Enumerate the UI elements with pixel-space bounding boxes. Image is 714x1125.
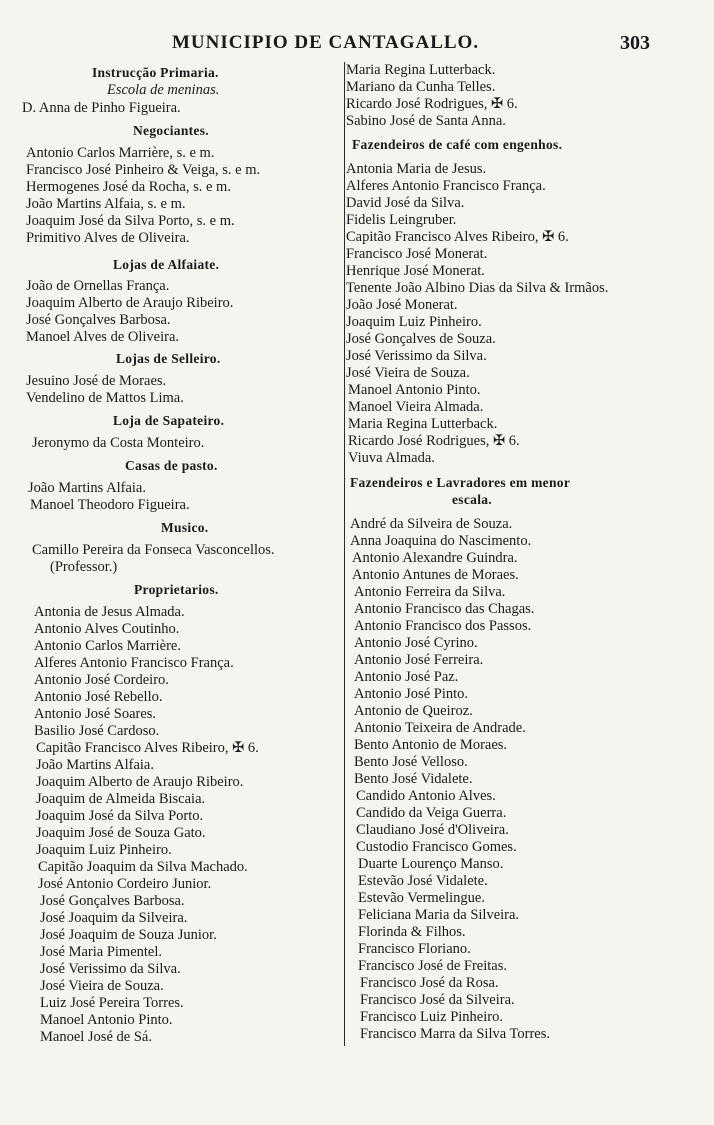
directory-entry: Camillo Pereira da Fonseca Vasconcellos. — [32, 542, 275, 558]
directory-entry: Capitão Joaquim da Silva Machado. — [38, 859, 248, 875]
directory-entry: André da Silveira de Souza. — [350, 516, 513, 532]
directory-entry: José Joaquim da Silveira. — [40, 910, 188, 926]
directory-entry: Antonio José Soares. — [34, 706, 157, 722]
directory-entry: Feliciana Maria da Silveira. — [358, 907, 520, 923]
directory-entry: João Martins Alfaia, s. e m. — [26, 196, 186, 212]
directory-entry: Antonio de Queiroz. — [354, 703, 473, 719]
directory-entry: Francisco José Pinheiro & Veiga, s. e m. — [26, 162, 261, 178]
directory-entry: Mariano da Cunha Telles. — [346, 79, 496, 95]
directory-entry: Duarte Lourenço Manso. — [358, 856, 504, 872]
directory-entry: Ricardo José Rodrigues, ✠ 6. — [348, 433, 520, 449]
section-heading: Negociantes. — [133, 123, 209, 138]
directory-entry: Bento José Velloso. — [354, 754, 468, 770]
directory-entry: João de Ornellas França. — [26, 278, 170, 294]
directory-entry: Basilio José Cardoso. — [34, 723, 160, 739]
directory-entry: Francisco Floriano. — [358, 941, 471, 957]
section-heading: Musico. — [161, 520, 209, 535]
directory-entry: José Joaquim de Souza Junior. — [40, 927, 217, 943]
directory-entry: Francisco José Monerat. — [346, 246, 488, 262]
page-header — [0, 32, 714, 60]
directory-entry: Estevão Vermelingue. — [358, 890, 485, 906]
directory-entry: José Vieira de Souza. — [40, 978, 164, 994]
directory-entry: Claudiano José d'Oliveira. — [356, 822, 509, 838]
directory-entry: Estevão José Vidalete. — [358, 873, 488, 889]
directory-entry: Bento José Vidalete. — [354, 771, 473, 787]
directory-entry: José Verissimo da Silva. — [40, 961, 181, 977]
section-heading: Instrucção Primaria. — [92, 65, 219, 80]
directory-entry: João Martins Alfaia. — [36, 757, 154, 773]
directory-entry: Joaquim Alberto de Araujo Ribeiro. — [26, 295, 234, 311]
directory-entry: Francisco José da Silveira. — [360, 992, 515, 1008]
directory-entry: Joaquim José da Silva Porto. — [36, 808, 204, 824]
directory-entry: José Gonçalves Barbosa. — [26, 312, 171, 328]
directory-entry: Antonio José Pinto. — [354, 686, 468, 702]
subsection-heading: Escola de meninas. — [107, 82, 220, 98]
directory-entry: Capitão Francisco Alves Ribeiro, ✠ 6. — [36, 740, 259, 756]
directory-entry: Candido Antonio Alves. — [356, 788, 496, 804]
directory-entry: José Maria Pimentel. — [40, 944, 163, 960]
directory-entry: Antonio Antunes de Moraes. — [352, 567, 519, 583]
directory-entry: Francisco José da Rosa. — [360, 975, 499, 991]
directory-entry: Custodio Francisco Gomes. — [356, 839, 517, 855]
directory-entry: Maria Regina Lutterback. — [348, 416, 498, 432]
directory-entry: Joaquim Luiz Pinheiro. — [346, 314, 482, 330]
directory-entry: Joaquim José de Souza Gato. — [36, 825, 206, 841]
directory-entry: José Gonçalves Barbosa. — [40, 893, 185, 909]
directory-entry: João Martins Alfaia. — [28, 480, 146, 496]
directory-entry: Joaquim José da Silva Porto, s. e m. — [26, 213, 235, 229]
section-heading: Fazendeiros e Lavradores em menor — [350, 475, 571, 490]
directory-entry: João José Monerat. — [346, 297, 458, 313]
directory-entry: Manoel Vieira Almada. — [348, 399, 484, 415]
directory-entry: Francisco José de Freitas. — [358, 958, 507, 974]
directory-entry: Antonio Francisco dos Passos. — [354, 618, 532, 634]
section-heading: Loja de Sapateiro. — [113, 413, 225, 428]
directory-entry: Anna Joaquina do Nascimento. — [350, 533, 532, 549]
directory-entry: Antonio Ferreira da Silva. — [354, 584, 506, 600]
directory-entry: Bento Antonio de Moraes. — [354, 737, 508, 753]
directory-entry: Joaquim Alberto de Araujo Ribeiro. — [36, 774, 244, 790]
directory-entry: Antonio Carlos Marrière. — [34, 638, 181, 654]
directory-entry: Maria Regina Lutterback. — [346, 62, 496, 78]
directory-entry: Antonia de Jesus Almada. — [34, 604, 185, 620]
directory-entry: Alferes Antonio Francisco França. — [346, 178, 546, 194]
section-heading: Lojas de Alfaiate. — [113, 257, 220, 272]
directory-entry: Jesuino José de Moraes. — [26, 373, 167, 389]
directory-entry: Joaquim de Almeida Biscaia. — [36, 791, 206, 807]
directory-entry: José Verissimo da Silva. — [346, 348, 487, 364]
directory-entry: Francisco Marra da Silva Torres. — [360, 1026, 550, 1042]
section-heading: escala. — [452, 492, 492, 507]
directory-entry: Antonio José Cyrino. — [354, 635, 478, 651]
page-title: MUNICIPIO DE CANTAGALLO. — [172, 32, 480, 53]
directory-entry: Antonio José Cordeiro. — [34, 672, 169, 688]
directory-entry: Hermogenes José da Rocha, s. e m. — [26, 179, 231, 195]
directory-entry: Capitão Francisco Alves Ribeiro, ✠ 6. — [346, 229, 569, 245]
directory-entry: Henrique José Monerat. — [346, 263, 485, 279]
directory-entry: Primitivo Alves de Oliveira. — [26, 230, 190, 246]
directory-entry: Antonio Carlos Marrière, s. e m. — [26, 145, 215, 161]
section-heading: Proprietarios. — [134, 582, 219, 597]
directory-entry: Joaquim Luiz Pinheiro. — [36, 842, 172, 858]
directory-entry: Manoel Antonio Pinto. — [348, 382, 481, 398]
directory-entry: D. Anna de Pinho Figueira. — [22, 100, 181, 116]
directory-entry: (Professor.) — [50, 559, 118, 575]
directory-entry: Antonio José Ferreira. — [354, 652, 484, 668]
directory-entry: Viuva Almada. — [348, 450, 435, 466]
directory-entry: José Antonio Cordeiro Junior. — [38, 876, 212, 892]
directory-entry: Luiz José Pereira Torres. — [40, 995, 184, 1011]
directory-entry: Antonio José Paz. — [354, 669, 459, 685]
directory-entry: Antonio Alexandre Guindra. — [352, 550, 518, 566]
directory-entry: Antonia Maria de Jesus. — [346, 161, 487, 177]
section-heading: Casas de pasto. — [125, 458, 218, 473]
directory-entry: José Gonçalves de Souza. — [346, 331, 496, 347]
section-heading: Fazendeiros de café com engenhos. — [352, 137, 563, 152]
directory-entry: Sabino José de Santa Anna. — [346, 113, 506, 129]
directory-entry: Ricardo José Rodrigues, ✠ 6. — [346, 96, 518, 112]
directory-entry: Alferes Antonio Francisco França. — [34, 655, 234, 671]
directory-entry: Antonio Teixeira de Andrade. — [354, 720, 526, 736]
directory-entry: Fidelis Leingruber. — [346, 212, 457, 228]
directory-entry: Antonio Alves Coutinho. — [34, 621, 180, 637]
directory-entry: David José da Silva. — [346, 195, 465, 211]
directory-entry: José Vieira de Souza. — [346, 365, 470, 381]
directory-entry: Francisco Luiz Pinheiro. — [360, 1009, 503, 1025]
directory-entry: Florinda & Filhos. — [358, 924, 466, 940]
column-divider — [344, 62, 345, 1046]
page-number: 303 — [620, 32, 650, 54]
directory-entry: Manoel Antonio Pinto. — [40, 1012, 173, 1028]
directory-entry: Manoel José de Sá. — [40, 1029, 152, 1045]
section-heading: Lojas de Selleiro. — [116, 351, 221, 366]
directory-entry: Antonio José Rebello. — [34, 689, 163, 705]
directory-entry: Jeronymo da Costa Monteiro. — [32, 435, 205, 451]
directory-entry: Antonio Francisco das Chagas. — [354, 601, 535, 617]
directory-entry: Candido da Veiga Guerra. — [356, 805, 507, 821]
directory-entry: Vendelino de Mattos Lima. — [26, 390, 184, 406]
directory-entry: Tenente João Albino Dias da Silva & Irmãos. — [346, 280, 609, 296]
directory-entry: Manoel Theodoro Figueira. — [30, 497, 190, 513]
directory-entry: Manoel Alves de Oliveira. — [26, 329, 180, 345]
